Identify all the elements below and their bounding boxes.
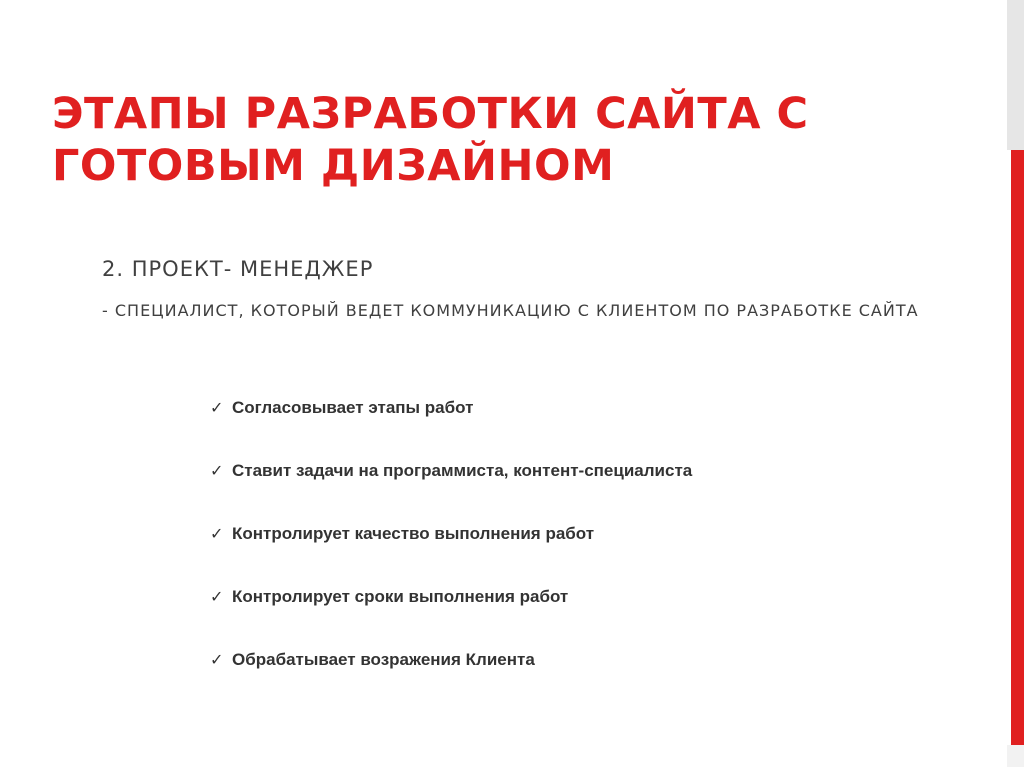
edge-bar-bottom	[1007, 745, 1024, 767]
checklist-item-text: Контролирует качество выполнения работ	[232, 524, 595, 543]
edge-bar-accent	[1011, 150, 1024, 745]
checklist-item	[210, 394, 692, 422]
responsibilities-checklist	[210, 394, 692, 709]
checklist-item	[210, 646, 692, 674]
checklist-item-text: Обрабатывает возражения Клиента	[232, 650, 535, 669]
checklist-item-text: Ставит задачи на программиста, контент-специалиста	[232, 461, 693, 480]
check-icon: ✓	[210, 650, 224, 669]
edge-bar-top	[1007, 0, 1024, 150]
check-icon: ✓	[210, 587, 224, 606]
role-description: - СПЕЦИАЛИСТ, КОТОРЫЙ ВЕДЕТ КОММУНИКАЦИЮ С КЛИЕНТОМ ПО РАЗРАБОТКЕ САЙТА	[102, 301, 919, 320]
checklist-item-text: Согласовывает этапы работ	[232, 398, 474, 417]
check-icon: ✓	[210, 524, 224, 543]
check-icon: ✓	[210, 461, 224, 480]
slide-subtitle: 2. ПРОЕКТ- МЕНЕДЖЕР	[102, 257, 374, 281]
checklist-item	[210, 520, 692, 548]
slide-title: ЭТАПЫ РАЗРАБОТКИ САЙТА С ГОТОВЫМ ДИЗАЙНОМ	[52, 89, 809, 191]
checklist-item-text: Контролирует сроки выполнения работ	[232, 587, 569, 606]
check-icon: ✓	[210, 398, 224, 417]
checklist-item	[210, 583, 692, 611]
checklist-item	[210, 457, 692, 485]
